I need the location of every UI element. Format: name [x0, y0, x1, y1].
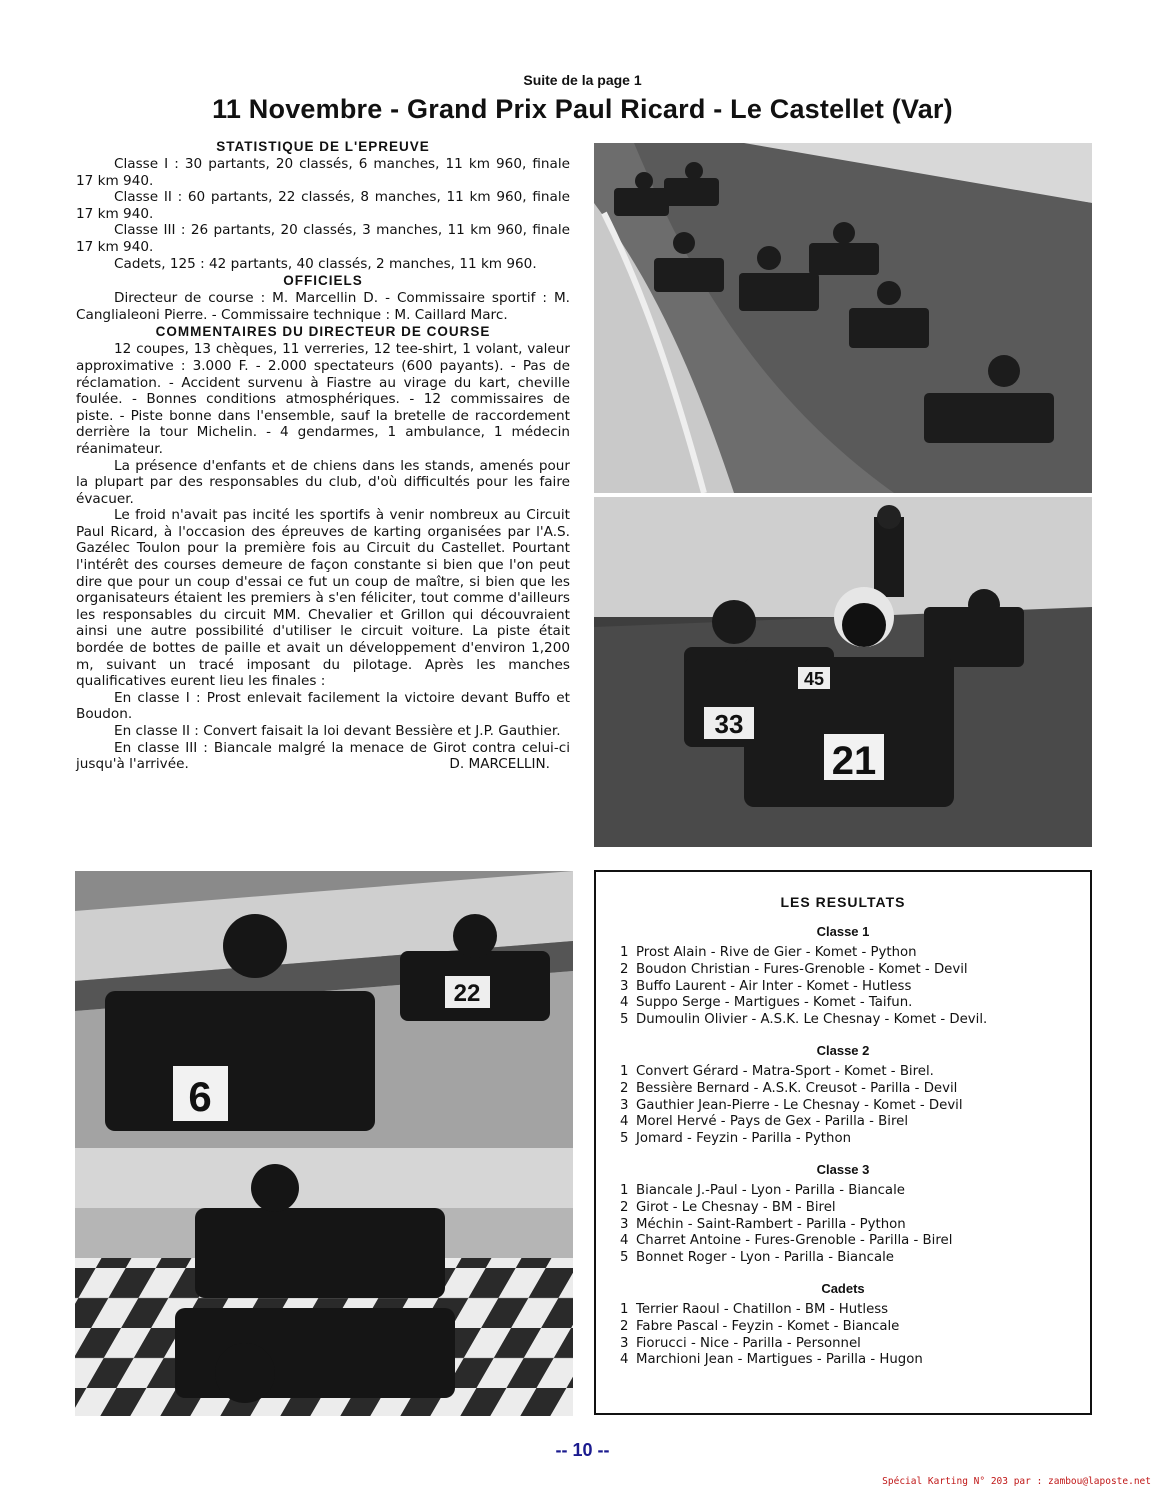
- result-text: Fiorucci - Nice - Parilla - Personnel: [636, 1335, 861, 1351]
- kart-number: 21: [831, 739, 877, 783]
- result-text: Prost Alain - Rive de Gier - Komet - Python: [636, 945, 917, 960]
- results-class-title: Cadets: [821, 1280, 865, 1296]
- kart-number: 22: [453, 980, 481, 1007]
- result-position: 1: [620, 1301, 629, 1317]
- result-text: Jomard - Feyzin - Parilla - Python: [636, 1131, 852, 1147]
- article-paragraph: Cadets, 125 : 42 partants, 40 classés, 2 manches, 11 km 960.: [114, 255, 537, 272]
- result-text: Suppo Serge - Martigues - Komet - Taifun.: [636, 995, 913, 1011]
- article-paragraph: 12 coupes, 13 chèques, 11 verreries, 12 tee-shirt, 1 volant, valeur approximative : 3.000 F. - 2.000 spectateurs (600 payants). - Pas de réclamation. - Accident survenu à Fiastre au virage du kart, cheville foulée. - Bonnes conditions atmosphériques. - 12 commissaires de piste. - Piste bonne dans l'ensemble, sauf la bretelle de raccordement derrière la tour Michelin. - 4 gendarmes, 1 ambulance, 1 médecin réanimateur.: [76, 341, 570, 457]
- result-position: 3: [620, 1335, 629, 1351]
- result-text: Terrier Raoul - Chatillon - BM - Hutless: [636, 1301, 889, 1317]
- result-row: [620, 1064, 1090, 1081]
- closing-line: En classe III : Biancale malgré la menace de Girot contra celui-ci jusqu'à l'arrivée.: [76, 739, 570, 773]
- result-row: [620, 1098, 1090, 1115]
- footer-credit: [882, 1476, 1151, 1487]
- page-number: -- 10 --: [555, 1440, 610, 1460]
- result-row: [620, 979, 1090, 996]
- result-row: [620, 1200, 1090, 1217]
- photo-karts-33-21: [594, 497, 1092, 847]
- article-paragraph: Le froid n'avait pas incité les sportifs à venir nombreux au Circuit Paul Ricard, à l'occasion des épreuves de karting organisées par l'A.S. Gazélec Toulon pour la première fois au Circuit du Castellet. Pourtant l'intérêt des courses demeure de façon constante si bien que l'on peut dire que pour un coup d'essai ce fut un coup de maître, si bien que les organisateurs étaient les premiers à s'en féliciter, tout comme d'ailleurs les responsables du circuit MM. Chevalier et Grillon qui découvraient ainsi une autre possibilité d'utiliser le circuit voiture. La piste était bordée de bottes de paille et avait un développement d'environ 1,200 m, suivant un tracé imposant du pilotage. Après les manches qualificatives eurent lieu les finales :: [76, 507, 570, 690]
- footer-text: Spécial Karting N° 203 par :: [882, 1476, 1043, 1487]
- article-paragraph: Classe II : 60 partants, 22 classés, 8 manches, 11 km 960, finale 17 km 940.: [76, 189, 570, 222]
- results-list: [596, 1302, 1090, 1369]
- result-row: [620, 1114, 1090, 1131]
- result-row: [620, 1250, 1090, 1267]
- results-list: [596, 945, 1090, 1029]
- section-heading-statistics: STATISTIQUE DE L'EPREUVE: [216, 139, 430, 154]
- result-text: Biancale J.-Paul - Lyon - Parilla - Biancale: [636, 1182, 905, 1198]
- result-row: [620, 1336, 1090, 1353]
- article-paragraph: Classe III : 26 partants, 20 classés, 3 manches, 11 km 960, finale 17 km 940.: [76, 222, 570, 255]
- result-row: [620, 1352, 1090, 1369]
- footer-email-link[interactable]: zambou@laposte.net: [1048, 1476, 1151, 1487]
- kart-number: 6: [188, 1073, 212, 1120]
- result-row: [620, 995, 1090, 1012]
- result-row: [620, 1233, 1090, 1250]
- kart-number: 45: [803, 669, 825, 689]
- result-position: 5: [620, 1250, 629, 1266]
- article-paragraph: La présence d'enfants et de chiens dans les stands, amenés pour la plupart par des responsables du club, d'où difficultés pour les faire évacuer.: [76, 457, 570, 507]
- photo-karts-6-22: [75, 871, 573, 1151]
- result-position: 5: [620, 1131, 629, 1147]
- result-row: [620, 1081, 1090, 1098]
- result-row: [620, 962, 1090, 979]
- section-heading-director-comments: COMMENTAIRES DU DIRECTEUR DE COURSE: [155, 324, 491, 340]
- result-text: Dumoulin Olivier - A.S.K. Le Chesnay - Komet - Devil.: [636, 1012, 988, 1028]
- result-row: [620, 1183, 1090, 1200]
- result-position: 4: [620, 1114, 629, 1130]
- result-position: 5: [620, 1012, 629, 1028]
- result-position: 4: [620, 1352, 629, 1368]
- result-text: Méchin - Saint-Rambert - Parilla - Python: [636, 1216, 906, 1232]
- result-position: 1: [620, 945, 629, 960]
- result-text: Fabre Pascal - Feyzin - Komet - Biancale: [636, 1318, 900, 1334]
- result-row: [620, 1319, 1090, 1336]
- page-title: 11 Novembre - Grand Prix Paul Ricard - Le Castellet (Var): [212, 94, 953, 124]
- result-text: Marchioni Jean - Martigues - Parilla - Hugon: [636, 1352, 923, 1368]
- result-position: 2: [620, 961, 629, 977]
- result-row: [620, 1302, 1090, 1319]
- results-list: [596, 1183, 1090, 1267]
- result-row: [620, 1012, 1090, 1029]
- result-row: [620, 945, 1090, 962]
- continued-from-label: Suite de la page 1: [523, 72, 642, 88]
- article-paragraph: En classe I : Prost enlevait facilement la victoire devant Buffo et Boudon.: [76, 689, 570, 723]
- author-signature: D. MARCELLIN.: [449, 756, 550, 773]
- result-text: Convert Gérard - Matra-Sport - Komet - Birel.: [636, 1063, 934, 1079]
- result-position: 3: [620, 1216, 629, 1232]
- article-paragraph: Classe I : 30 partants, 20 classés, 6 manches, 11 km 960, finale 17 km 940.: [76, 156, 570, 189]
- results-class-title: Classe 1: [816, 924, 870, 939]
- result-position: 3: [620, 1097, 629, 1113]
- result-text: Boudon Christian - Fures-Grenoble - Komet - Devil: [636, 961, 968, 977]
- result-text: Buffo Laurent - Air Inter - Komet - Hutless: [636, 978, 912, 994]
- results-box: [594, 870, 1092, 1415]
- result-position: 2: [620, 1318, 629, 1334]
- results-class-title: Classe 2: [816, 1042, 870, 1058]
- result-position: 1: [620, 1182, 629, 1198]
- result-position: 2: [620, 1199, 629, 1215]
- result-position: 4: [620, 995, 629, 1011]
- article-paragraph: Directeur de course : M. Marcellin D. - Commissaire sportif : M. Canglialeoni Pierre. - Commissaire technique : M. Caillard Marc.: [76, 290, 570, 323]
- result-position: 4: [620, 1233, 629, 1249]
- results-list: [596, 1064, 1090, 1148]
- result-row: [620, 1217, 1090, 1234]
- photo-kart-checkered-finish: [75, 1148, 573, 1416]
- article-closing-paragraph: [76, 740, 570, 773]
- article-paragraph: En classe II : Convert faisait la loi devant Bessière et J.P. Gauthier.: [114, 723, 561, 739]
- result-position: 3: [620, 978, 629, 994]
- photo-karts-on-track: [594, 143, 1092, 493]
- result-text: Bessière Bernard - A.S.K. Creusot - Parilla - Devil: [636, 1080, 958, 1096]
- kart-number: 33: [714, 709, 744, 739]
- result-text: Gauthier Jean-Pierre - Le Chesnay - Komet - Devil: [636, 1097, 963, 1113]
- result-text: Girot - Le Chesnay - BM - Birel: [636, 1199, 836, 1215]
- section-heading-officials: OFFICIELS: [283, 273, 363, 289]
- result-position: 2: [620, 1080, 629, 1096]
- result-position: 1: [620, 1063, 629, 1079]
- result-row: [620, 1131, 1090, 1148]
- result-text: Morel Hervé - Pays de Gex - Parilla - Birel: [636, 1114, 909, 1130]
- result-text: Bonnet Roger - Lyon - Parilla - Biancale: [636, 1250, 894, 1266]
- results-class-title: Classe 3: [816, 1161, 870, 1177]
- article-body: [76, 138, 570, 773]
- result-text: Charret Antoine - Fures-Grenoble - Parilla - Birel: [636, 1233, 953, 1249]
- results-title: LES RESULTATS: [780, 894, 906, 910]
